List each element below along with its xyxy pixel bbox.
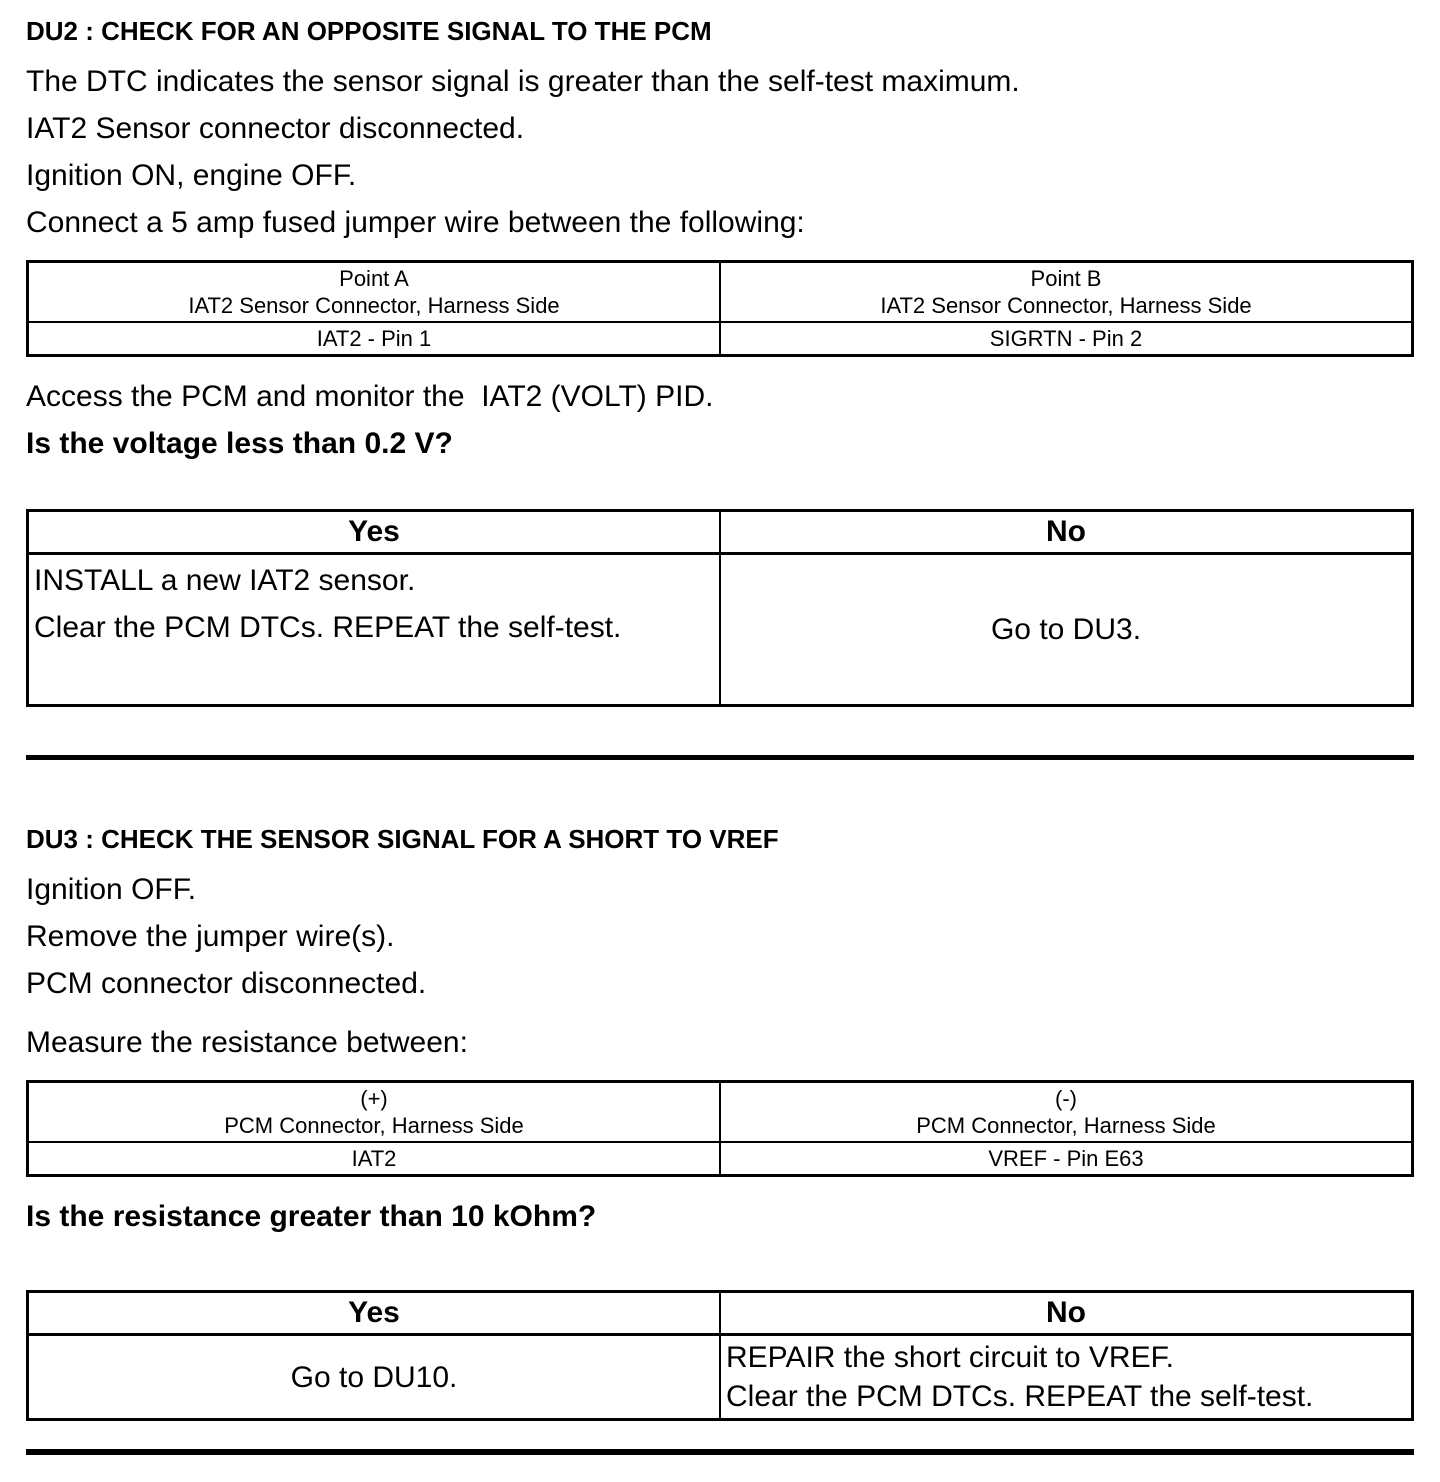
du3-plus-header <box>28 1082 721 1143</box>
du2-point-b-subtitle: IAT2 Sensor Connector, Harness Side <box>880 293 1252 318</box>
du3-line-jumper: Remove the jumper wire(s). <box>26 920 395 953</box>
du2-yes-cell <box>28 554 721 706</box>
du2-line-jumper: Connect a 5 amp fused jumper wire between the following: <box>26 206 805 239</box>
du2-point-a-subtitle: IAT2 Sensor Connector, Harness Side <box>188 293 560 318</box>
du2-decision-body-row <box>28 554 1413 706</box>
du2-point-a-header <box>28 262 721 323</box>
du2-point-a-value: IAT2 - Pin 1 <box>28 322 721 356</box>
du3-no-cell <box>720 1335 1413 1420</box>
du2-point-a-title: Point A <box>339 266 409 291</box>
du3-connection-header-row <box>28 1082 1413 1143</box>
du2-heading: DU2 : CHECK FOR AN OPPOSITE SIGNAL TO THE PCM <box>26 16 712 46</box>
du3-decision-table <box>26 1290 1414 1421</box>
du3-no-action-1: REPAIR the short circuit to VREF. <box>726 1341 1174 1374</box>
du2-point-b-value: SIGRTN - Pin 2 <box>720 322 1413 356</box>
section-du3 <box>26 822 1414 1421</box>
du2-decision-table <box>26 509 1414 707</box>
du3-decision-header-row <box>28 1292 1413 1335</box>
du2-no-header: No <box>720 511 1413 554</box>
section-divider <box>26 755 1414 760</box>
du2-line-connector: IAT2 Sensor connector disconnected. <box>26 112 525 145</box>
du3-minus-header <box>720 1082 1413 1143</box>
du3-minus-title: (-) <box>1055 1086 1077 1111</box>
du2-decision-header-row <box>28 511 1413 554</box>
du2-question: Is the voltage less than 0.2 V? <box>26 427 453 460</box>
du3-connection-value-row <box>28 1142 1413 1176</box>
du3-minus-value: VREF - Pin E63 <box>720 1142 1413 1176</box>
du3-plus-value: IAT2 <box>28 1142 721 1176</box>
du2-line-monitor: Access the PCM and monitor the IAT2 (VOLT) PID. <box>26 380 714 413</box>
section-divider-bottom <box>26 1449 1414 1455</box>
du3-line-ignition: Ignition OFF. <box>26 873 197 906</box>
du2-line-ignition: Ignition ON, engine OFF. <box>26 159 357 192</box>
du3-line-measure: Measure the resistance between: <box>26 1026 468 1059</box>
du2-connection-header-row <box>28 262 1413 323</box>
du2-no-cell: Go to DU3. <box>720 554 1413 706</box>
du3-plus-subtitle: PCM Connector, Harness Side <box>224 1113 524 1138</box>
du2-point-b-title: Point B <box>1030 266 1102 291</box>
du2-point-b-header <box>720 262 1413 323</box>
du3-yes-header: Yes <box>28 1292 721 1335</box>
du3-yes-cell: Go to DU10. <box>28 1335 721 1420</box>
du3-minus-subtitle: PCM Connector, Harness Side <box>916 1113 1216 1138</box>
du2-yes-header: Yes <box>28 511 721 554</box>
section-du2 <box>26 14 1414 707</box>
du3-no-header: No <box>720 1292 1413 1335</box>
du2-line-dtc: The DTC indicates the sensor signal is greater than the self-test maximum. <box>26 65 1020 98</box>
du3-plus-title: (+) <box>360 1086 388 1111</box>
du2-connection-value-row <box>28 322 1413 356</box>
du3-line-connector: PCM connector disconnected. <box>26 967 427 1000</box>
du2-yes-action-2: Clear the PCM DTCs. REPEAT the self-test. <box>34 611 622 644</box>
du3-no-action-2: Clear the PCM DTCs. REPEAT the self-test. <box>726 1380 1314 1413</box>
du2-yes-action-1: INSTALL a new IAT2 sensor. <box>34 564 416 597</box>
du3-question: Is the resistance greater than 10 kOhm? <box>26 1200 597 1233</box>
du3-heading: DU3 : CHECK THE SENSOR SIGNAL FOR A SHORT TO VREF <box>26 824 779 854</box>
du2-connection-table <box>26 260 1414 357</box>
du3-decision-body-row <box>28 1335 1413 1420</box>
du3-connection-table <box>26 1080 1414 1177</box>
